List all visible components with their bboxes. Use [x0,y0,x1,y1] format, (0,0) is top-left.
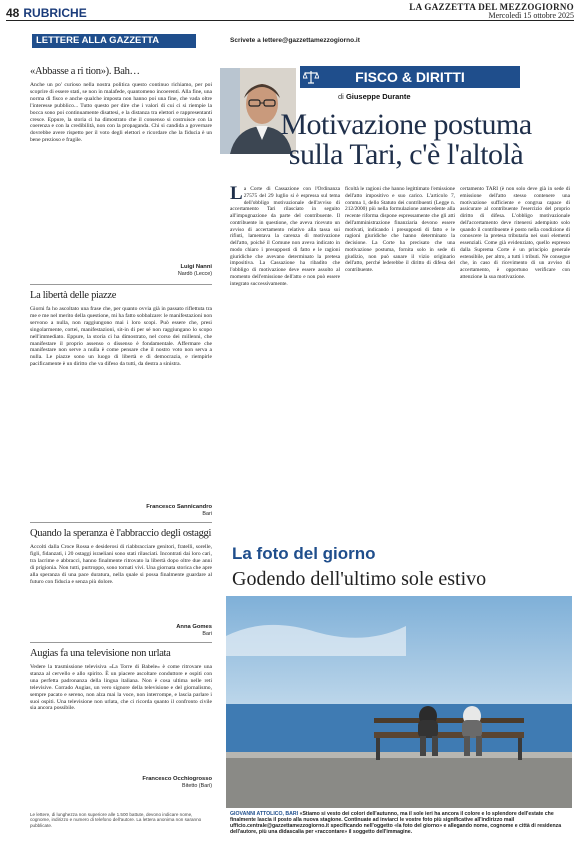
headline-line-1: Motivazione postuma [280,108,532,141]
section-name: RUBRICHE [23,6,87,20]
article-column-2: ficoltà le ragioni che hanno legittimato l'emissione dell'atto impositivo e suo carico. L'articolo 7, comma 1, dello Statuto dei contribuenti (Legge n. 212/2000) più nella formulazione antecedente alla recente riforma dispone espressamente che gli atti dell'amministrazione finanziaria devono essere motivati, indicando i presupposti di fatto e le ragioni giuridiche che hanno determinato la decisione. La Corte ha precisato che una motivazione postuma, fornita solo in sede di giudizio, non può sanare il vizio originario dell'atto, perché lederebbe il diritto di difesa del contribuente. [345,186,455,273]
article-col-1-text: a Corte di Cassazione con l'Ordinanza 27575 del 29 luglio si è espressa sul tema dell'obbligo motivazionale dell'avviso di accertamento Tari rilasciato in seguito all'impugnazione da parte del contribuente. Il contribuente in questione, che aveva ricevuto un avviso di accertamento relativo alla tassa sui rifiuti, lamentava la carenza di motivazione dell'atto, poiché il Comune non aveva indicato in modo chiaro i presupposti di fatto e le ragioni giuridiche che avevano determinato la pretesa impositiva. La Cassazione ha ribadito che l'obbligo di motivazione deve essere assolto al momento dell'emissione dell'atto e non può essere integrato successivamente. [230,186,340,287]
letters-banner: LETTERE ALLA GAZZETTA [32,34,196,48]
page-header [6,2,574,21]
letter-4-title: Augias fa una televisione non urlata [30,648,171,659]
letter-3-title: Quando la speranza è l'abbraccio degli ostaggi [30,528,212,539]
letter-4-author: Francesco Occhiogrosso [142,776,212,782]
photo-title: Godendo dell'ultimo sole estivo [232,568,487,590]
photo-of-day [226,596,572,808]
photo-caption [230,811,570,835]
byline-prefix: di [338,92,344,101]
letter-3-body: Accolti dalla Croce Rossa e desiderosi di riabbracciare genitori, fratelli, sorelle, figli, fidanzati, i 20 ostaggi israeliani sono stati rilasciati. Incontrati dai loro cari, tra lacrime e abbracci, hanno finalmente ritrovato la libertà dopo oltre due anni di prigionia. Non tutti, purtroppo, sono tornati vivi. Una giornata storica che apre alla speranza di una pace duratura, nella quale si possa finalmente guardare al futuro con fiducia e senza più dolore. [30,544,212,585]
divider [30,522,212,523]
masthead [409,3,574,20]
column-label: FISCO & DIRITTI [300,66,520,88]
letter-3-author: Anna Gomes [176,624,212,630]
dropcap: L [230,186,243,204]
byline-author: Giuseppe Durante [345,92,411,101]
article-column-3: certamento TARI (è non solo deve già in sede di emissione dell'atto stesso contenere una motivazione sufficiente e congrua capace di assicurare al contribuente l'esercizio del proprio diritto di difesa. L'obbligo motivazionale dell'accertamento deve ritenersi adempiuto solo quando il contribuente è posto nella condizione di conoscere la pretesa tributaria nei suoi elementi essenziali. Come già evidenziato, quello espresso dalla Suprema Corte è un principio generale estensibile, per altro, a tutti i tributi. Ne consegue che, in caso di ricevimento di un avviso di accertamento, è opportuno verificare con attenzione la sua motivazione. [460,186,570,280]
caption-text: «Stiamo si vesto dei colori dell'autunno, ma il sole ieri ha ancora il colore e lo splendore dell'estate che finalmente lascia il posto alla nuova stagione. Continuate ad inviarci le vostre foto più significative all'indirizzo mail ufficio.centrale@gazzettamezzogiorno.it specificando nell'oggetto «la foto del giorno» e allegando nome, cognome e città di residenza dell'autore, più una didascalia per «raccontare» il soggetto dell'immagine. [230,811,562,835]
letter-1-title: «Abbasse a ri tion»). Bah… [30,66,140,77]
article-column-1 [230,186,340,530]
letter-2-body: Giorni fa ho ascoltato una frase che, per quanto ovvia già in passato riflettuta tra me e me nel merito della questione, mi ha fatto sobbalzare: le manifestazioni non servono a nulla, non raggiungono mai i loro scopi. Può essere che, presi singolarmente, cortei, manifestazioni, sit-in di per sé non raggiungano lo scopo nell'immediato. Eppure, la storia ci ha dimostrato, nel corso dei millenni, che manifestare il proprio assenso o dissenso è fondamentale. Affermare che manifestare non serve a nulla è come pensare che il nostro voto non serva a nulla. Le piazze sono un luogo di libertà e di democrazia, e riempirle pacificamente è un diritto che va difeso da tutti, da destra a sinistra. [30,306,212,368]
masthead-title: LA GAZZETTA DEL MEZZOGIORNO [409,2,574,12]
headline-line-2: sulla Tari, c'è l'altolà [288,138,524,171]
article-headline [236,110,576,170]
byline [338,92,411,101]
divider [30,642,212,643]
page-number: 48 [6,6,20,20]
letters-email[interactable]: Scrivete a lettere@gazzettamezzogiorno.it [230,37,360,44]
letter-4-city: Bitetto (Bari) [182,783,212,789]
scales-icon [300,66,322,88]
masthead-date: Mercoledì 15 ottobre 2025 [488,11,574,20]
letter-2-author: Francesco Sannicandro [146,504,212,510]
photo-section-label: La foto del giorno [232,544,376,563]
letter-2-city: Bari [202,511,212,517]
letter-1-city: Nardò (Lecce) [177,271,212,277]
letter-1-author: Luigi Nanni [180,264,212,270]
letters-footnote: Le lettere, di lunghezza non superiore alle 1.500 battute, devono indicare nome, cognome, indirizzo e numero di telefono dell'autore. La lettera anonima non saranno pubblicate. [30,812,202,828]
header-left [6,6,87,20]
photographer: GIOVANNI ATTOLICO, BARI [230,811,299,817]
letter-4-body: Vedere la trasmissione televisiva «La Torre di Babele» è come ritrovare una stanza al cervello e allo spirito. È un piacere ascoltare conduttore e ospiti con una perfetta padronanza della lingua italiana. Non è cosa ultima nelle reti televisive. Corrado Augias, un vero signore della televisione e del giornalismo, sempre pacato e sereno, non alza mai la voce, non interrompe, e lascia parlare i suoi ospiti. Una televisione non urlata, che ci ricorda quanto il confronto civile sia ancora possibile. [30,664,212,712]
letter-2-title: La libertà delle piazze [30,290,117,301]
divider [30,284,212,285]
letter-3-city: Bari [202,631,212,637]
letter-1-body: Anche un po' curioso nella nostra politica questo continuo richiamo, per poi scoprire di essere stati, se non in malafede, quantomeno incoerenti. Alla fine, una norma di fisco e anche qualche imposta non hanno poi una fine, che vada oltre l'interesse pubblico... Tutto questo per dire che i valori di cui ci si riempie la bocca sono poi continuamente disattesi, e la distanza tra elettori e rappresentanti cresce. Eppure, la storia ci ha dimostrato che il consenso si costruisce con la coerenza e con la credibilità, non con la propaganda. Chi si candida a governare dovrebbe avere rispetto per il voto degli elettori e ricordare che la fiducia è un bene prezioso e fragile. [30,82,212,144]
